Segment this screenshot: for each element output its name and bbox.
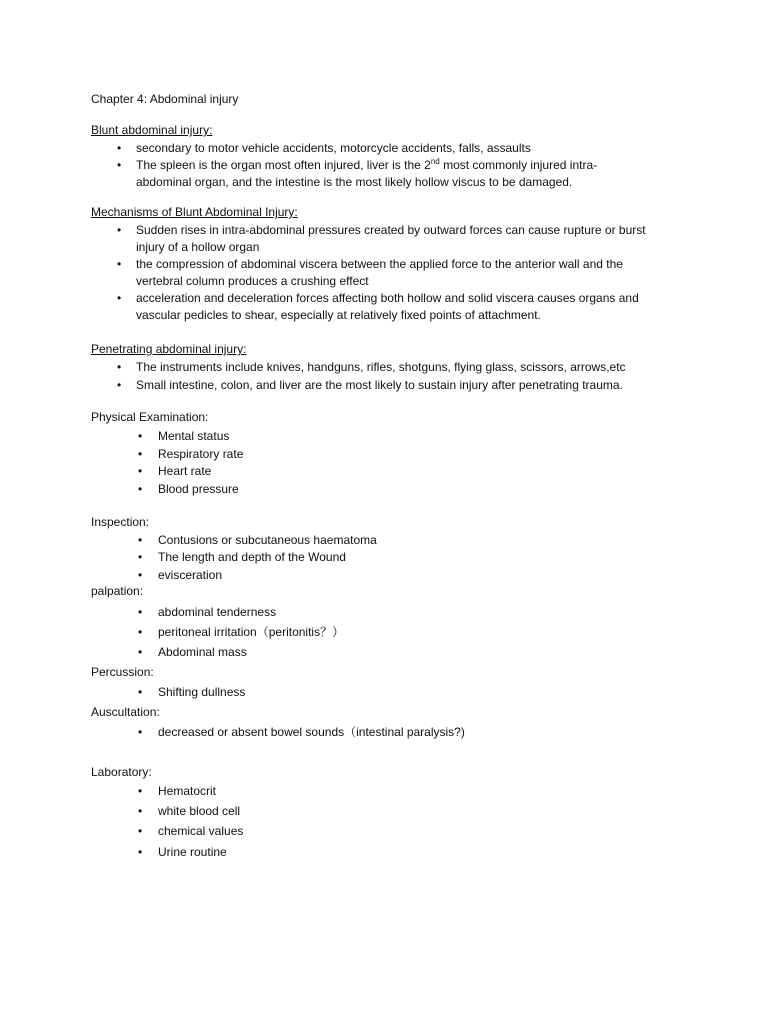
- bullet-icon: •: [117, 158, 122, 172]
- list-item: Small intestine, colon, and liver are the most likely to sustain injury after penetrating trauma.: [136, 378, 623, 392]
- list-item: the compression of abdominal viscera between the applied force to the anterior wall and the: [136, 257, 623, 271]
- bullet-icon: •: [138, 533, 143, 547]
- section-heading-auscultation: Auscultation:: [91, 705, 160, 719]
- list-item: The instruments include knives, handguns, rifles, shotguns, flying glass, scissors, arrows,etc: [136, 360, 626, 374]
- list-item: white blood cell: [158, 804, 241, 818]
- bullet-icon: •: [138, 429, 143, 443]
- section-heading-mechanisms: Mechanisms of Blunt Abdominal Injury:: [91, 205, 298, 219]
- bullet-icon: •: [138, 625, 143, 639]
- bullet-icon: •: [138, 725, 143, 739]
- list-item: Heart rate: [158, 464, 212, 478]
- bullet-icon: •: [138, 845, 143, 859]
- bullet-icon: •: [138, 824, 143, 838]
- list-item: Respiratory rate: [158, 447, 244, 461]
- list-item-continuation: vertebral column produces a crushing effect: [136, 274, 369, 288]
- bullet-icon: •: [138, 605, 143, 619]
- bullet-icon: •: [117, 378, 122, 392]
- list-item: Hematocrit: [158, 784, 217, 798]
- section-heading-inspection: Inspection:: [91, 515, 150, 529]
- bullet-icon: •: [138, 447, 143, 461]
- bullet-icon: •: [117, 223, 122, 237]
- bullet-icon: •: [138, 804, 143, 818]
- bullet-icon: •: [117, 141, 122, 155]
- list-item: Sudden rises in intra-abdominal pressures created by outward forces can cause rupture or burst: [136, 223, 646, 237]
- bullet-icon: •: [138, 645, 143, 659]
- list-item-text: The spleen is the organ most often injured, liver is the 2: [136, 158, 431, 172]
- list-item-continuation: abdominal organ, and the intestine is the most likely hollow viscus to be damaged.: [136, 175, 573, 189]
- list-item: peritoneal irritation（peritonitis？）: [158, 625, 345, 639]
- section-heading-blunt: Blunt abdominal injury:: [91, 123, 213, 137]
- list-item: abdominal tenderness: [158, 605, 277, 619]
- list-item: Contusions or subcutaneous haematoma: [158, 533, 377, 547]
- section-heading-percussion: Percussion:: [91, 665, 154, 679]
- section-heading-palpation: palpation:: [91, 584, 144, 598]
- list-item: [136, 157, 597, 174]
- list-item: decreased or absent bowel sounds（intestinal paralysis?): [158, 725, 465, 739]
- bullet-icon: •: [138, 482, 143, 496]
- superscript: nd: [430, 157, 440, 166]
- list-item-text: most commonly injured intra-: [439, 158, 598, 172]
- list-item: The length and depth of the Wound: [158, 550, 346, 564]
- page-title: Chapter 4: Abdominal injury: [91, 92, 239, 106]
- section-heading-physical: Physical Examination:: [91, 410, 209, 424]
- list-item: Shifting dullness: [158, 685, 246, 699]
- bullet-icon: •: [138, 685, 143, 699]
- bullet-icon: •: [117, 360, 122, 374]
- list-item-continuation: vascular pedicles to shear, especially at relatively fixed points of attachment.: [136, 308, 541, 322]
- list-item: secondary to motor vehicle accidents, motorcycle accidents, falls, assaults: [136, 141, 531, 155]
- bullet-icon: •: [117, 291, 122, 305]
- list-item: evisceration: [158, 568, 223, 582]
- list-item: Abdominal mass: [158, 645, 247, 659]
- bullet-icon: •: [138, 784, 143, 798]
- section-heading-laboratory: Laboratory:: [91, 765, 152, 779]
- bullet-icon: •: [138, 550, 143, 564]
- bullet-icon: •: [117, 257, 122, 271]
- bullet-icon: •: [138, 464, 143, 478]
- list-item: Blood pressure: [158, 482, 239, 496]
- list-item-continuation: injury of a hollow organ: [136, 240, 260, 254]
- list-item: acceleration and deceleration forces affecting both hollow and solid viscera causes organs and: [136, 291, 639, 305]
- bullet-icon: •: [138, 568, 143, 582]
- list-item: Urine routine: [158, 845, 227, 859]
- section-heading-penetrating: Penetrating abdominal injury:: [91, 342, 247, 356]
- list-item: Mental status: [158, 429, 230, 443]
- list-item: chemical values: [158, 824, 244, 838]
